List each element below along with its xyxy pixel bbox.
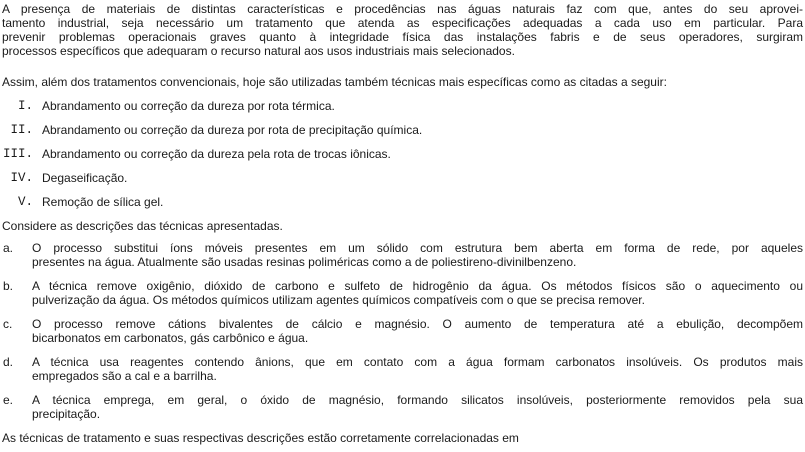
list-marker: b. <box>3 279 14 293</box>
letter-list-item <box>2 393 803 421</box>
list-item-text: Remoção de sílica gel. <box>42 195 164 209</box>
letter-list-item <box>2 279 803 307</box>
list-marker: c. <box>3 317 13 331</box>
roman-list-item <box>2 123 803 137</box>
list-marker: d. <box>3 355 14 369</box>
list-marker: a. <box>3 241 14 255</box>
list-marker: III. <box>2 147 33 161</box>
closing-statement: As técnicas de tratamento e suas respectivas descrições estão corretamente correlacionadas em <box>2 431 519 445</box>
techniques-intro-paragraph: Assim, além dos tratamentos convencionais, hoje são utilizadas também técnicas mais específicas como as citadas a seguir: <box>2 75 667 89</box>
roman-list-item <box>2 171 803 185</box>
intro-paragraph: A presença de materiais de distintas características e procedências nas águas naturais faz com que, antes do seu aprovei- tamento industrial, seja necessário um tratamento que atenda as especificações adequadas a cada uso em particular. Para prevenir problemas operacionais graves quanto à integridade física das instalações fabris e de seus operadores, surgiram processos específicos que adequaram o recurso natural aos usos industriais mais selecionados. <box>2 2 803 58</box>
list-item-text: O processo remove cátions bivalentes de cálcio e magnésio. O aumento de temperatura até a ebulição, decompõem bicarbonatos em carbonatos, gás carbônico e água. <box>32 317 803 345</box>
letter-list-item <box>2 317 803 345</box>
list-item-text: A técnica remove oxigênio, dióxido de carbono e sulfeto de hidrogênio da água. Os métodos físicos são o aquecimento ou pulverização da água. Os métodos químicos utilizam agentes químicos compatíveis com o que se precisa remover. <box>32 279 803 307</box>
roman-list-item <box>2 99 803 113</box>
list-marker: V. <box>17 195 33 209</box>
list-item-text: Abrandamento ou correção da dureza por rota térmica. <box>42 99 335 113</box>
list-item-text: Abrandamento ou correção da dureza pela rota de trocas iônicas. <box>42 147 391 161</box>
letter-list-item <box>2 241 803 269</box>
descriptions-intro-paragraph: Considere as descrições das técnicas apresentadas. <box>2 219 283 233</box>
roman-numeral-list <box>2 99 803 209</box>
list-item-text: Abrandamento ou correção da dureza por rota de precipitação química. <box>42 123 423 137</box>
letter-list-item <box>2 355 803 383</box>
list-item-text: A técnica usa reagentes contendo ânions, que em contato com a água formam carbonatos insolúveis. Os produtos mais empregados são a cal e a barrilha. <box>32 355 803 383</box>
list-item-text: Degaseificação. <box>42 171 128 185</box>
list-marker: IV. <box>10 171 33 185</box>
roman-list-item <box>2 147 803 161</box>
list-marker: II. <box>10 123 33 137</box>
list-marker: I. <box>17 99 33 113</box>
list-item-text: O processo substitui íons móveis presentes em um sólido com estrutura bem aberta em forma de rede, por aqueles presentes na água. Atualmente são usadas resinas poliméricas como a de poliestireno-divinilbenzeno. <box>32 241 803 269</box>
roman-list-item <box>2 195 803 209</box>
letter-list <box>2 241 803 421</box>
list-marker: e. <box>3 393 14 407</box>
list-item-text: A técnica emprega, em geral, o óxido de magnésio, formando silicatos insolúveis, posteriormente removidos pela sua precipitação. <box>32 393 803 421</box>
